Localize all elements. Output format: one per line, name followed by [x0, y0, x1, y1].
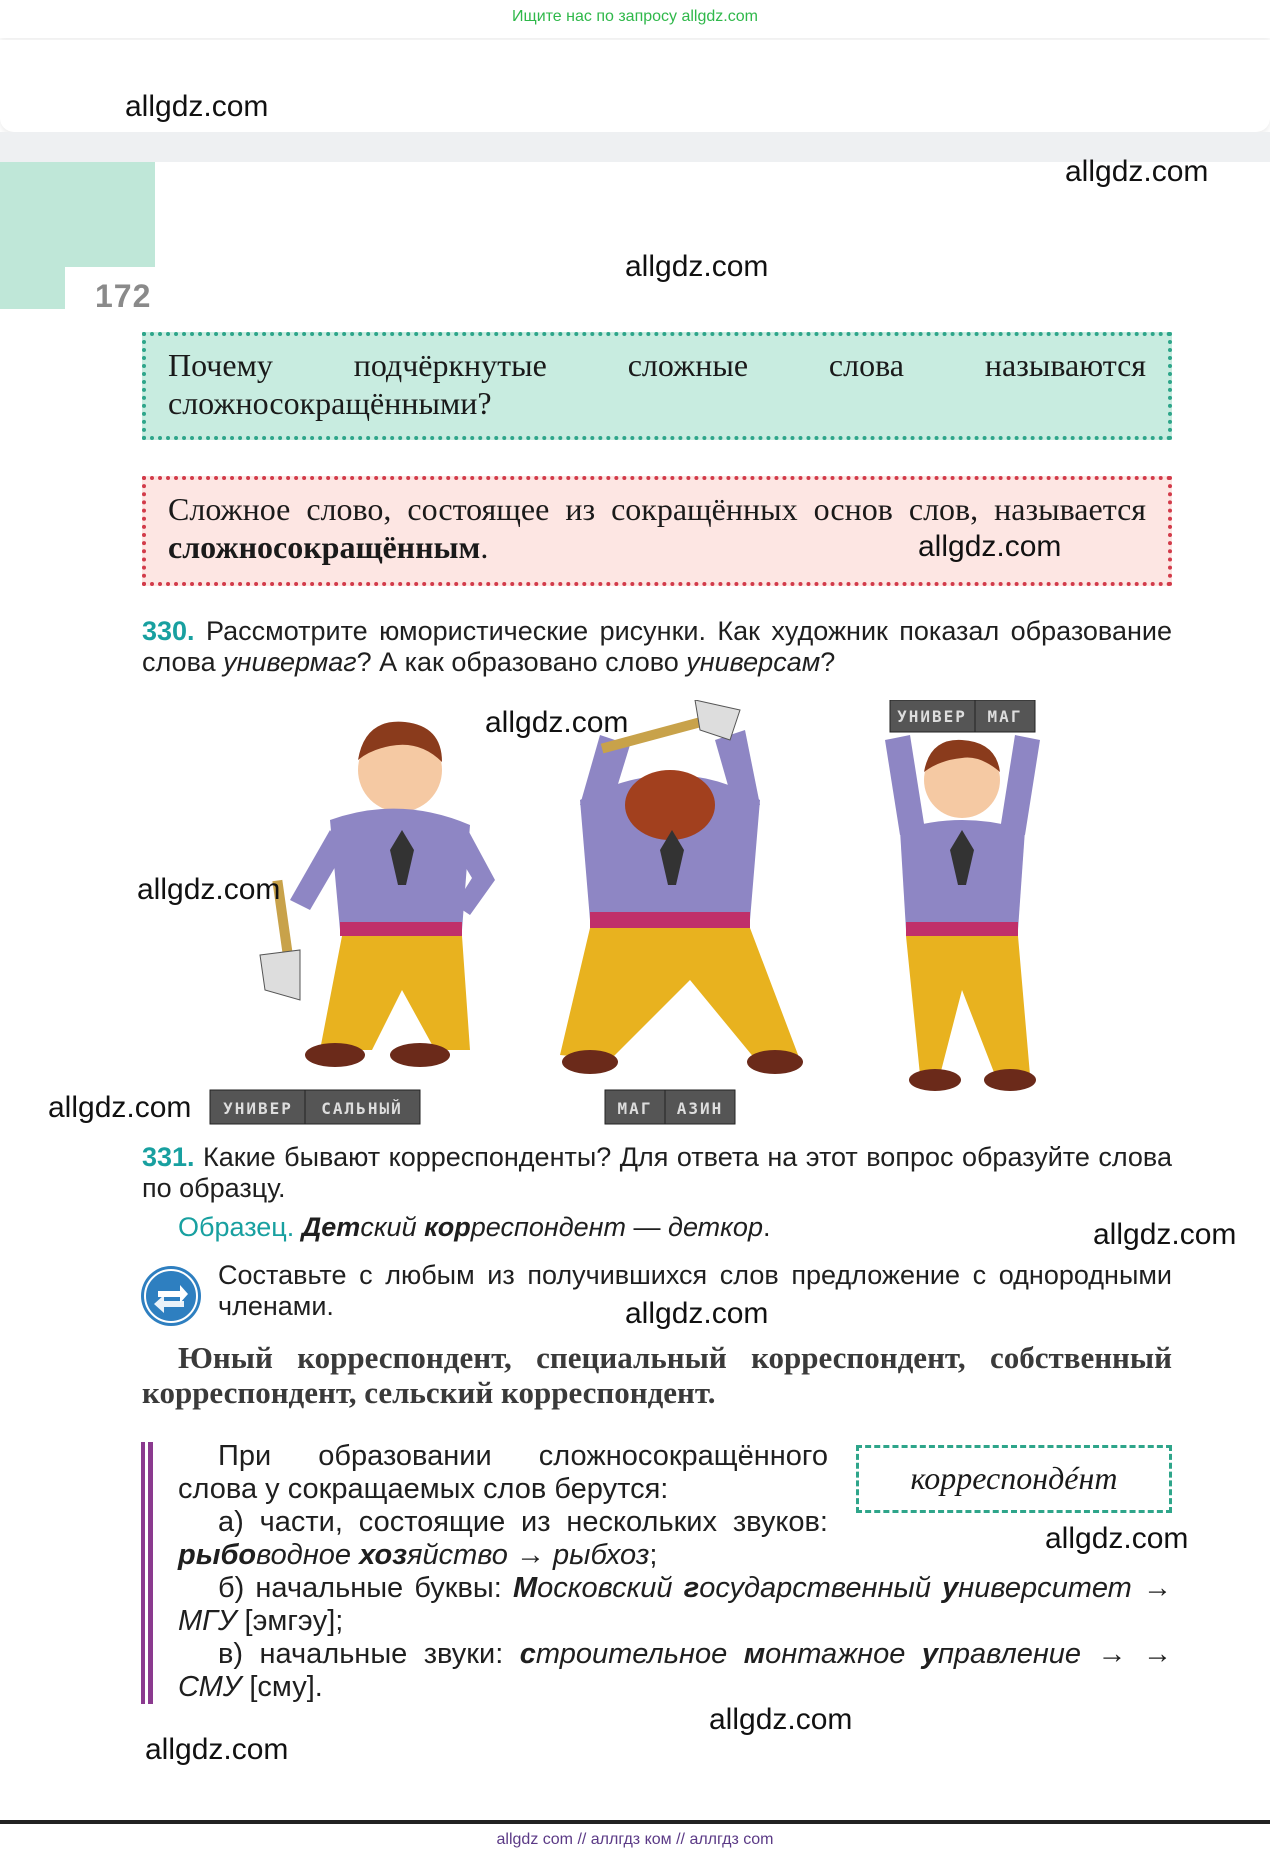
- rule-sidebar: [141, 1442, 153, 1704]
- sample-label: Образец.: [178, 1212, 295, 1242]
- rule-term: сложносокращённым: [168, 529, 481, 565]
- rule2-intro: [178, 1440, 828, 1506]
- rule2-b-arrow: →: [1131, 1572, 1172, 1604]
- sample-bold-1: Дет: [301, 1212, 361, 1242]
- dictionary-word: корреспондéнт: [910, 1460, 1118, 1496]
- watermark: allgdz.com: [625, 1297, 769, 1330]
- rule-text-end: .: [480, 529, 489, 565]
- rule2-a-i2: яйство: [407, 1539, 508, 1571]
- task-331-sample: [178, 1212, 1178, 1243]
- rule2-b-i1: осковский: [537, 1572, 684, 1604]
- brick-right-2: МАГ: [987, 707, 1023, 726]
- rule2-c-result: СМУ: [178, 1671, 242, 1703]
- rule2-a-b1: рыбо: [178, 1539, 257, 1571]
- task-331-words: [142, 1340, 1172, 1410]
- rule2-a-arrow: →: [507, 1539, 554, 1571]
- boys-illustration: [150, 700, 1100, 1130]
- watermark: allgdz.com: [485, 706, 629, 739]
- boy-with-axe-left: [260, 722, 495, 1067]
- rule2-b-result: МГУ: [178, 1605, 237, 1637]
- rule2-c-i2: онтажное: [765, 1638, 922, 1670]
- page-corner-tab-lower: [0, 267, 65, 309]
- rule2-item-a: [178, 1506, 828, 1572]
- task-330-word-2: универсам: [686, 647, 821, 677]
- sample-italic-1: ский: [360, 1212, 425, 1242]
- rule2-intro-text: При образовании сложносокращённого слова у сокращаемых слов берутся:: [178, 1440, 828, 1505]
- rule2-a-label: а) части, состоящие из нескольких звуков:: [218, 1506, 828, 1538]
- watermark: allgdz.com: [709, 1703, 853, 1736]
- task-330-word-1: универмаг: [223, 647, 357, 677]
- rule2-b-b2: г: [683, 1572, 700, 1604]
- brick-middle-2: АЗИН: [676, 1099, 724, 1118]
- words-text: Юный корреспондент, специальный корреспондент, собственный корреспондент, сельский корреспондент.: [142, 1340, 1172, 1410]
- watermark: allgdz.com: [918, 530, 1062, 563]
- rule2-b-b1: М: [512, 1572, 538, 1604]
- rule2-c-b2: м: [743, 1638, 766, 1670]
- question-box: [142, 332, 1172, 440]
- sample-end: .: [762, 1212, 771, 1242]
- sample-result: деткор: [668, 1212, 763, 1242]
- dictionary-word-box: [856, 1445, 1172, 1513]
- rule2-item-c: [178, 1638, 1172, 1704]
- sample-bold-2: кор: [424, 1212, 471, 1242]
- top-banner-text: Ищите нас по запросу allgdz.com: [512, 8, 758, 25]
- footer-divider: [0, 1820, 1270, 1824]
- rule2-a-i1: водное: [256, 1539, 360, 1571]
- rule2-c-label: в) начальные звуки:: [218, 1638, 520, 1670]
- footer: [0, 1826, 1270, 1858]
- task-330-text-2: ? А как образовано слово: [356, 647, 687, 677]
- footer-text: allgdz com // аллгдз ком // аллгдз com: [496, 1831, 774, 1848]
- brick-right-1: УНИВЕР: [897, 707, 967, 726]
- rule2-c-arrow: → →: [1081, 1638, 1172, 1670]
- watermark: allgdz.com: [137, 873, 281, 906]
- brick-left-1: УНИВЕР: [223, 1099, 293, 1118]
- sample-dash: —: [626, 1212, 669, 1242]
- watermark: allgdz.com: [1065, 155, 1209, 188]
- watermark: allgdz.com: [1045, 1522, 1189, 1555]
- repeat-icon: [140, 1265, 202, 1327]
- task-330-text-1: Рассмотрите юмористические рисунки. Как художник показал образование слова: [142, 616, 1172, 677]
- task-330-text-3: ?: [820, 647, 836, 677]
- brick-middle-1: МАГ: [617, 1099, 653, 1118]
- task-331-number: 331.: [142, 1142, 195, 1172]
- rule2-item-b: [178, 1572, 1172, 1638]
- rule2-b-transcription: [эмгэу];: [236, 1605, 344, 1637]
- task-331-extra-text: Составьте с любым из получившихся слов предложение с однородными членами.: [218, 1260, 1172, 1321]
- page-corner-tab: [0, 162, 155, 267]
- rule2-c-b1: с: [519, 1638, 536, 1670]
- rule2-b-label: б) начальные буквы:: [218, 1572, 513, 1604]
- task-330-number: 330.: [142, 616, 195, 646]
- watermark: allgdz.com: [1093, 1218, 1237, 1251]
- rule2-c-b3: у: [921, 1638, 938, 1670]
- watermark: allgdz.com: [48, 1091, 192, 1124]
- sample-italic-2: респондент: [470, 1212, 627, 1242]
- rule2-b-i2: осударственный: [699, 1572, 943, 1604]
- rule2-a-result: рыбхоз: [553, 1539, 650, 1571]
- rule2-a-end: ;: [649, 1539, 658, 1571]
- rule2-a-b2: хоз: [359, 1539, 408, 1571]
- watermark: allgdz.com: [625, 250, 769, 283]
- rule2-b-b3: у: [942, 1572, 959, 1604]
- rule2-c-i3: правление: [937, 1638, 1082, 1670]
- question-text: Почему подчёркнутые сложные слова называются сложносокращёнными?: [168, 347, 1146, 421]
- brick-left-2: САЛЬНЫЙ: [321, 1099, 403, 1118]
- boy-holding-bricks: [885, 700, 1040, 1091]
- rule-text-start: Сложное слово, состоящее из сокращённых основ слов, называется: [168, 491, 1146, 527]
- watermark: allgdz.com: [145, 1733, 289, 1766]
- watermark: allgdz.com: [125, 90, 269, 123]
- bricks-left: [210, 1090, 420, 1124]
- rule2-c-transcription: [сму].: [241, 1671, 323, 1703]
- task-330: [142, 616, 1172, 678]
- page-number: 172: [95, 278, 152, 314]
- top-banner: [0, 0, 1270, 38]
- task-331-text: Какие бывают корреспонденты? Для ответа на этот вопрос образуйте слова по образцу.: [142, 1142, 1172, 1203]
- boy-with-axe-middle: [560, 700, 803, 1074]
- bricks-middle: [605, 1090, 735, 1124]
- task-331: [142, 1142, 1172, 1204]
- rule2-b-i3: ниверситет: [958, 1572, 1132, 1604]
- rule2-c-i1: троительное: [535, 1638, 744, 1670]
